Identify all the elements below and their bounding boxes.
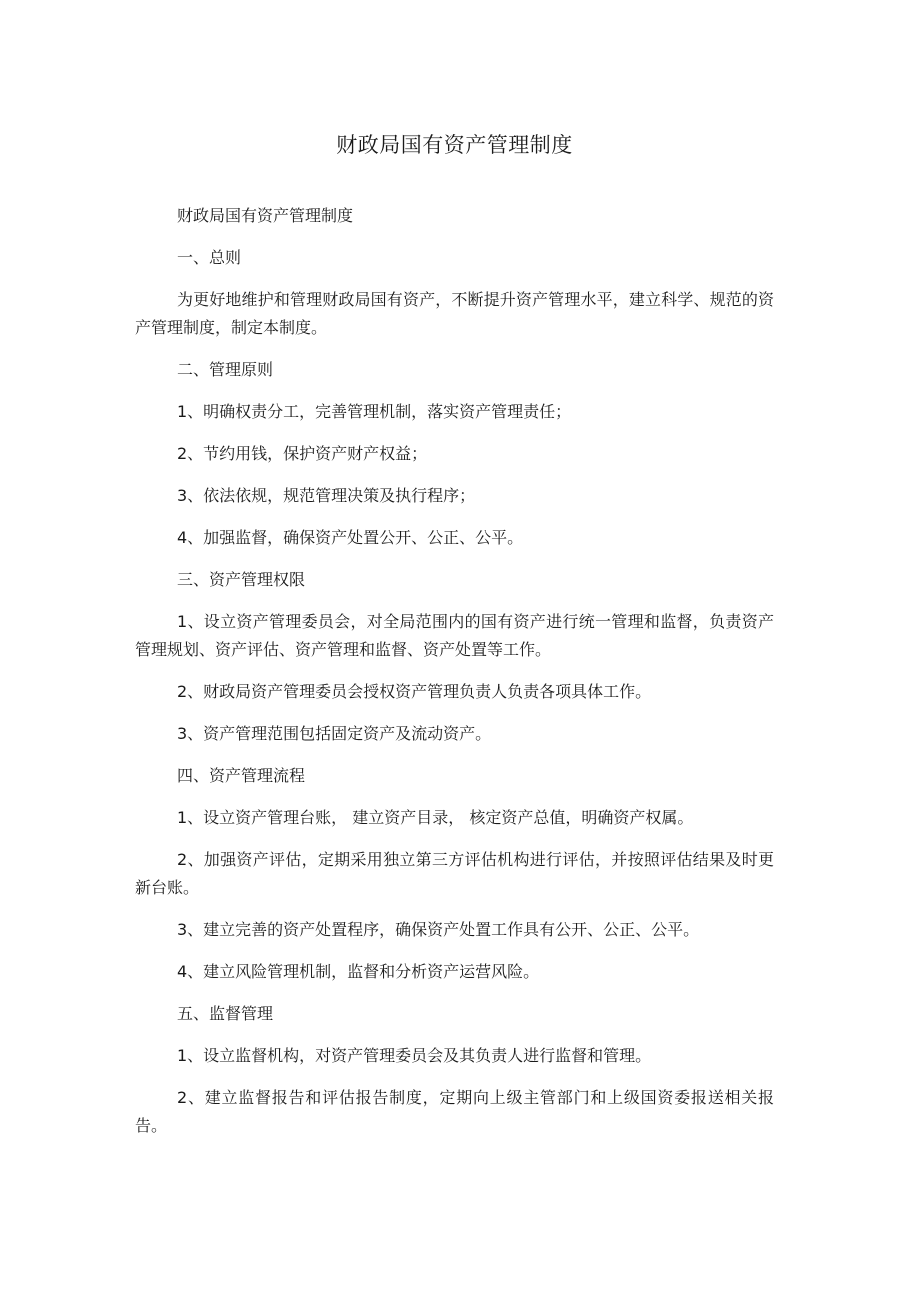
section-heading-process: 四、资产管理流程 bbox=[177, 766, 306, 785]
principle-item-4: 4、加强监督，确保资产处置公开、公正、公平。 bbox=[177, 528, 524, 547]
process-item-1: 1、设立资产管理台账， 建立资产目录， 核定资产总值，明确资产权属。 bbox=[177, 808, 694, 827]
authority-item-3: 3、资产管理范围包括固定资产及流动资产。 bbox=[177, 724, 492, 743]
principle-item-1: 1、明确权责分工，完善管理机制，落实资产管理责任； bbox=[177, 402, 572, 421]
authority-item-2: 2、财政局资产管理委员会授权资产管理负责人负责各项具体工作。 bbox=[177, 682, 652, 701]
document-title: 财政局国有资产管理制度 bbox=[336, 133, 573, 157]
supervision-item-1: 1、设立监督机构，对资产管理委员会及其负责人进行监督和管理。 bbox=[177, 1046, 652, 1065]
supervision-item-2: 2、建立监督报告和评估报告制度，定期向上级主管部门和上级国资委报送相关报告。 bbox=[135, 1088, 774, 1135]
principle-item-2: 2、节约用钱，保护资产财产权益； bbox=[177, 444, 428, 463]
process-item-3: 3、建立完善的资产处置程序，确保资产处置工作具有公开、公正、公平。 bbox=[177, 920, 700, 939]
section-heading-authority: 三、资产管理权限 bbox=[177, 570, 306, 589]
subtitle-paragraph: 财政局国有资产管理制度 bbox=[177, 206, 354, 225]
section-heading-general: 一、总则 bbox=[177, 248, 242, 267]
process-item-2: 2、加强资产评估，定期采用独立第三方评估机构进行评估，并按照评估结果及时更新台账。 bbox=[135, 850, 774, 897]
authority-item-1: 1、设立资产管理委员会，对全局范围内的国有资产进行统一管理和监督，负责资产管理规划、资产评估、资产管理和监督、资产处置等工作。 bbox=[135, 612, 774, 659]
principle-item-3: 3、依法依规，规范管理决策及执行程序； bbox=[177, 486, 476, 505]
section-heading-supervision: 五、监督管理 bbox=[177, 1004, 274, 1023]
section-heading-principles: 二、管理原则 bbox=[177, 360, 274, 379]
process-item-4: 4、建立风险管理机制，监督和分析资产运营风险。 bbox=[177, 962, 540, 981]
general-paragraph: 为更好地维护和管理财政局国有资产，不断提升资产管理水平，建立科学、规范的资产管理制度，制定本制度。 bbox=[135, 290, 774, 337]
